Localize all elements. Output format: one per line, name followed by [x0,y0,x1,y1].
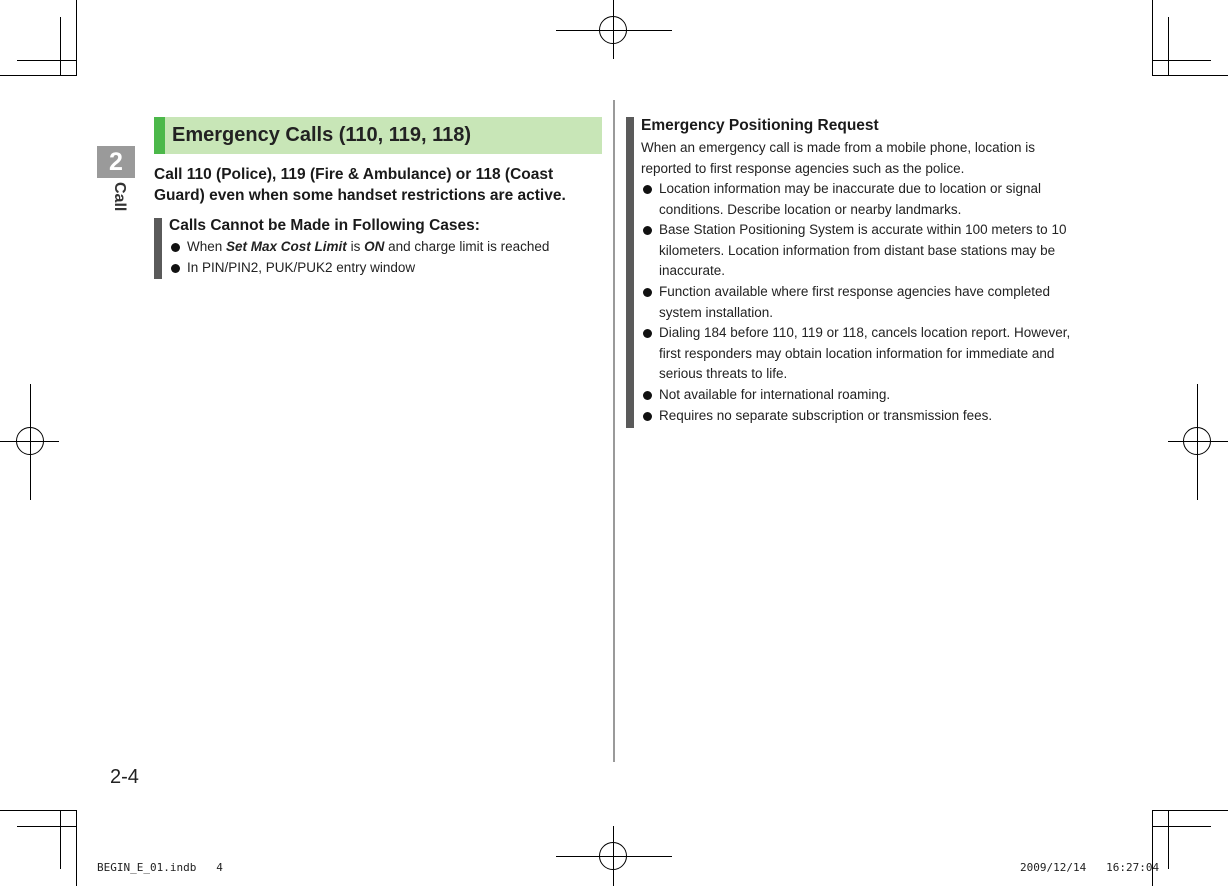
section-title-accent [154,117,165,154]
bullet-icon [643,329,652,338]
positioning-body: When an emergency call is made from a mobile phone, location is reported to first response agencies such as the police. [641,140,1035,176]
bullet-icon [171,264,180,273]
bullet-icon [643,412,652,421]
bullet-icon [643,226,652,235]
list-item: Dialing 184 before 110, 119 or 118, cancels location report. However, first responders may obtain location information for immediate and serious threats to life. [641,323,1071,385]
section-title: Emergency Calls (110, 119, 118) [172,124,472,146]
restrictions-list [169,237,599,278]
setting-name: Set Max Cost Limit [226,239,347,254]
footer-file-info: BEGIN_E_01.indb 4 [97,861,223,874]
list-item: In PIN/PIN2, PUK/PUK2 entry window [169,258,599,279]
chapter-label: Call [111,182,128,212]
list-item: Location information may be inaccurate due to location or signal conditions. Describe location or nearby landmarks. [641,179,1071,220]
section-intro: Call 110 (Police), 119 (Fire & Ambulance) or 118 (Coast Guard) even when some handset restrictions are active. [154,166,566,204]
restrictions-bar [154,218,162,279]
list-item: Not available for international roaming. [641,385,1071,406]
footer-timestamp: 2009/12/14 16:27:04 [1020,861,1160,874]
page-number: 2-4 [110,766,139,788]
list-item: Function available where first response agencies have completed system installation. [641,282,1071,323]
chapter-number: 2 [97,146,135,178]
setting-value: ON [364,239,385,254]
bullet-icon [643,185,652,194]
positioning-list [641,179,1071,426]
list-item: Requires no separate subscription or transmission fees. [641,406,1071,427]
restrictions-title: Calls Cannot be Made in Following Cases: [169,217,480,234]
positioning-bar [626,117,634,428]
list-item: When Set Max Cost Limit is ON and charge limit is reached [169,237,599,258]
positioning-title: Emergency Positioning Request [641,117,879,134]
bullet-icon [171,243,180,252]
column-divider [613,100,615,762]
list-item: Base Station Positioning System is accurate within 100 meters to 10 kilometers. Location information from distant base stations may be inaccurate. [641,220,1071,282]
bullet-icon [643,288,652,297]
bullet-icon [643,391,652,400]
